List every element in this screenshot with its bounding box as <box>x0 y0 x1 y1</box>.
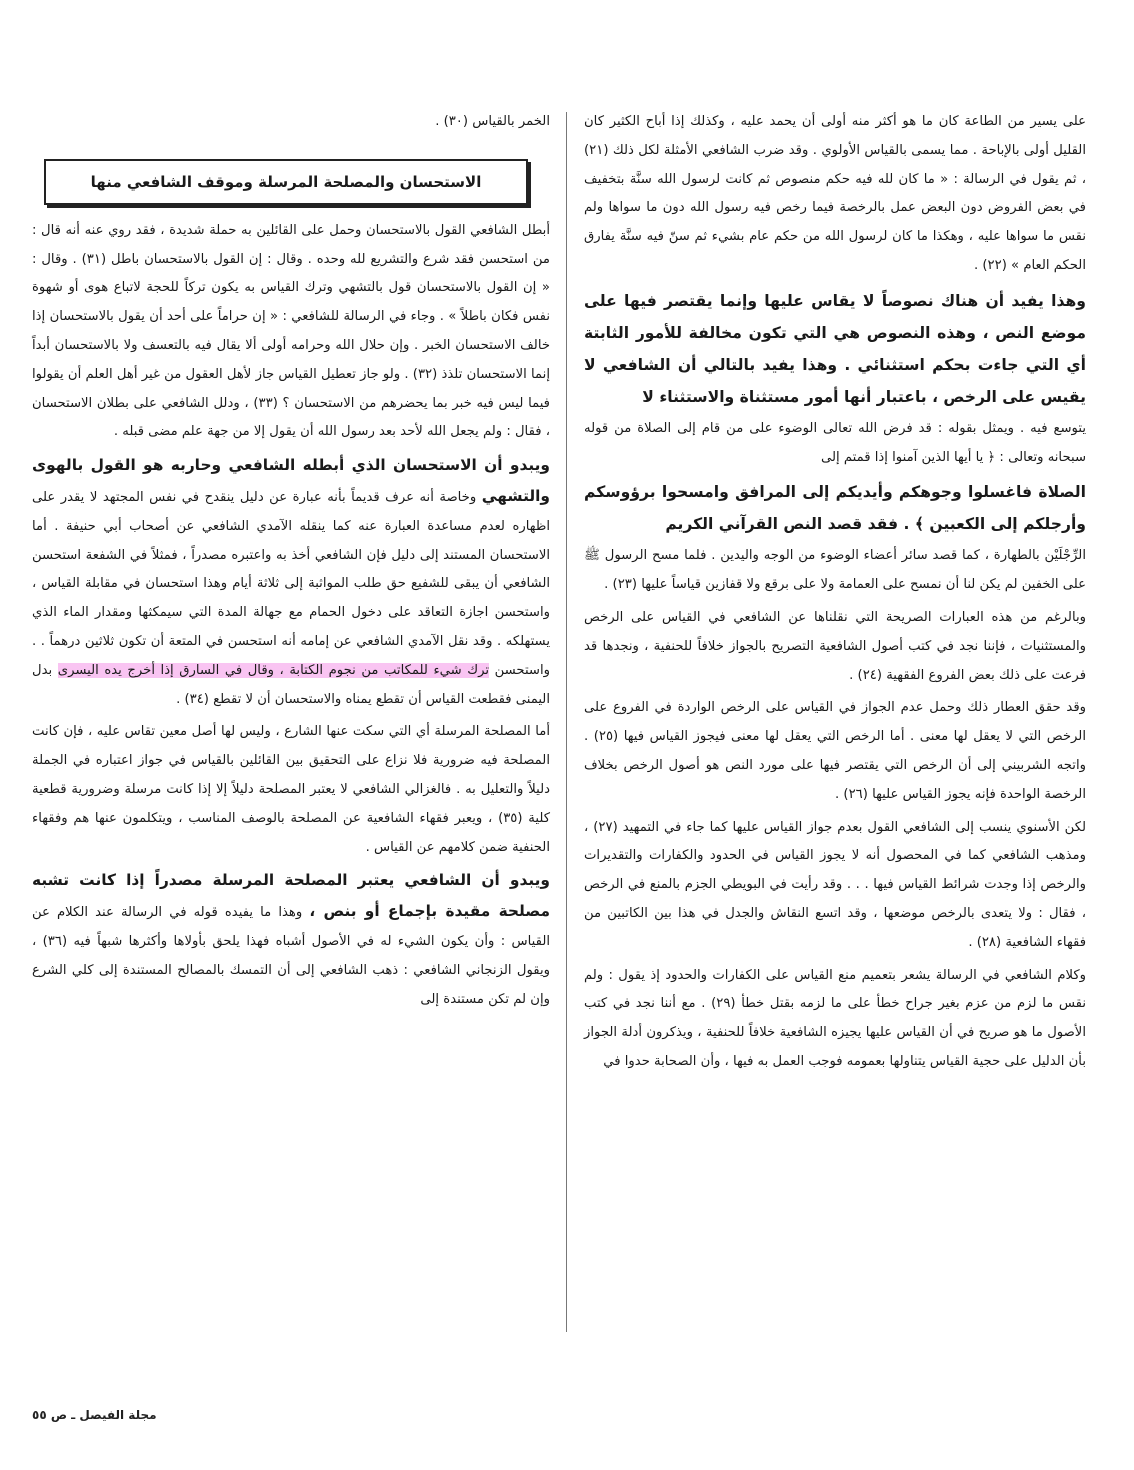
left-paragraph-3: أما المصلحة المرسلة أي التي سكت عنها الشارع ، وليس لها أصل معين تقاس عليه ، فإن كانت المصلحة فيه ضرورية فلا نزاع على التحقيق بين القائلين بالقياس في جواز اعتباره في الجملة دليلاً والتعليل به . فالغزالي الشافعي لا يعتبر المصلحة دليلاً إلا إذا كانت مرسلة وضرورية قطعية كلية (٣٥) ، ويعبر فقهاء الشافعية عن المصلحة بالوصف المناسب ، ويتكلمون عنها هم وفقهاء الحنفية ضمن كلامهم عن القياس . <box>32 724 551 855</box>
left-paragraph-2-text: وخاصة أنه عرف قديماً بأنه عبارة عن دليل ينقدح في نفس المجتهد لا يقدر على اظهاره لعدم مساعدة العبارة عنه كما ينقله الآمدي الشافعي عن أصحاب أبي حنيفة . أما الاستحسان المستند إلى دليل فإن الشافعي أخذ به واعتبره مصدراً ، فمثلاً في الشفعة استحسن الشافعي أن يبقى للشفيع حق طلب المواثبة إلى ثلاثة أيام وهذا استحسان في مقابلة القياس ، واستحسن اجازة التعاقد على دخول الحمام مع جهالة المدة التي سيمكثها ومقدار الماء الذي يستهلكه . وقد نقل الآمدي الشافعي عن إمامه أنه استحسن في المتعة أن تكون ثلاثين درهماً . . واستحسن <box>32 489 551 678</box>
section-title-box: الاستحسان والمصلحة المرسلة وموقف الشافعي منها <box>44 159 528 205</box>
left-top-line: الخمر بالقياس (٣٠) . <box>435 114 550 129</box>
left-paragraph-2-end: بدل اليمنى فقطعت القياس أن تقطع يمناه والاستحسان أن لا تقطع (٣٤) . <box>32 662 550 707</box>
right-paragraph-1: على يسير من الطاعة كان ما هو أكثر منه أولى أن يحمد عليه ، وكذلك إذا أباح الكثير كان القليل أولى بالإباحة . مما يسمى بالقياس الأولوي . وقد ضرب الشافعي الأمثلة لكل ذلك (٢١) ، ثم يقول في الرسالة : « ما كان لله فيه حكم منصوص ثم كانت لرسول الله سنَّة بتخفيف في بعض الفروض دون البعض عمل بالرخصة فيما رخص فيه رسول الله دون ما سواها ولم نقس ما سواها عليه ، وهكذا ما كان لرسول الله من حكم عام بشيء ثم سنّ فيه سنَّة يفارق الحكم العام » (٢٢) . <box>584 114 1086 273</box>
right-paragraph-7: وقد حقق العطار ذلك وحمل عدم الجواز في القياس على الرخص الواردة في الفروع على الرخص التي لا يعقل لها معنى . أما الرخص التي يعقل لها معنى فيجوز القياس فيها (٢٥) . واتجه الشربيني إلى أن الرخص التي يقتصر فيها على مورد النص هو أصول الرخص بخلاف الرخصة الواحدة فإنه يجوز القياس عليها (٢٦) . <box>584 700 1086 802</box>
page-footer: مجلة الفيصل ـ ص ٥٥ <box>32 1408 157 1422</box>
right-paragraph-2: وهذا يفيد أن هناك نصوصاً لا يقاس عليها وإنما يقتصر فيها على موضع النص ، وهذه النصوص هي التي تكون مخالفة للأمور الثابتة أي التي جاءت بحكم استثنائي . وهذا يفيد بالتالي أن الشافعي لا يقيس على الرخص ، باعتبار أنها أمور مستثناة والاستثناء لا <box>584 291 1086 406</box>
right-paragraph-5: الرِّجْلَيْن بالطهارة ، كما قصد سائر أعضاء الوضوء من الوجه واليدين . فلما مسح الرسول ﷺ على الخفين لم يكن لنا أن نمسح على العمامة ولا على برقع ولا قفازين قياساً عليها (٢٣) . <box>584 548 1086 593</box>
left-column <box>32 108 550 1018</box>
right-paragraph-9: وكلام الشافعي في الرسالة يشعر بتعميم منع القياس على الكفارات والحدود إذ يقول : ولم نقس ما لزم من عزم بغير جراح خطأ على ما لزمه بقتل خطأ (٢٩) . مع أننا نجد في كتب الأصول ما هو صريح في أن القياس عليها يجيزه الشافعية خلافاً للحنفية ، ويذكرون أدلة الجواز بأن الدليل على حجية القياس يتناولها بعمومه فوجب العمل به فيها ، وأن الصحابة حدوا في <box>584 967 1086 1069</box>
right-paragraph-6: وبالرغم من هذه العبارات الصريحة التي نقلناها عن الشافعي في القياس على الرخص والمستثنيات ، فإننا نجد في كتب أصول الشافعية التصريح بالجواز خلافاً للحنفية ، ونجدها قد فرعت على ذلك بعض الفروع الفقهية (٢٤) . <box>584 609 1086 683</box>
left-paragraph-2-bold: ويبدو أن الاستحسان الذي أبطله الشافعي وحاربه هو القول بالهوى والتشهي <box>32 456 550 505</box>
right-paragraph-4: الصلاة فاغسلوا وجوهكم وأيديكم إلى المرافق وامسحوا برؤوسكم وأرجلكم إلى الكعبين ﴾ . فقد قصد النص القرآني الكريم <box>584 483 1086 534</box>
column-divider <box>566 112 567 1332</box>
left-paragraph-4-text: وهذا ما يفيده قوله في الرسالة عند الكلام عن القياس : وأن يكون الشيء له في الأصول أشباه فهذا يلحق بأولاها وأكثرها شبهاً فيه (٣٦) ، ويقول الزنجاني الشافعي : ذهب الشافعي إلى أن التمسك بالمصالح المستندة إلى كلي الشرع وإن لم تكن مستندة إلى <box>32 905 550 1007</box>
left-paragraph-4-bold: ويبدو أن الشافعي يعتبر المصلحة المرسلة مصدراً إذا كانت تشبه مصلحة مقيدة بإجماع أو بنص ، <box>32 871 550 921</box>
left-paragraph-2 <box>32 451 550 714</box>
right-column <box>584 108 1086 1081</box>
highlighted-line: ترك شيء للمكاتب من نجوم الكتابة ، وقال في السارق إذا أخرج يده اليسرى <box>57 662 490 678</box>
left-paragraph-1: أبطل الشافعي القول بالاستحسان وحمل على القائلين به حملة شديدة ، فقد روي عنه أنه قال : من استحسن فقد شرع والتشريع لله وحده . وقال : إن القول بالاستحسان باطل (٣١) . وقال : « إن القول بالاستحسان قول بالتشهي وترك القياس به يكون تركاً للحجة لاتباع هوى أو شهوة نفس فكان باطلاً » . وجاء في الرسالة للشافعي : « إن حراماً على أحد أن يقول بالاستحسان إذا خالف الاستحسان الخبر . وإن حلال الله وحرامه أولى ألا يقال فيه بالتعسف ولا بالاستحسان أبداً إنما الاستحسان تلذذ (٣٢) . ولو جاز تعطيل القياس جاز لأهل العقول من غير أهل العلم أن يقولوا فيما ليس فيه خبر بما يحضرهم من الاستحسان ؟ (٣٣) ، ودلل الشافعي على بطلان الاستحسان ، فقال : ولم يجعل الله لأحد بعد رسول الله أن يقول إلا من جهة علم مضى قبله . <box>32 222 550 440</box>
right-paragraph-8: لكن الأسنوي ينسب إلى الشافعي القول بعدم جواز القياس عليها كما جاء في التمهيد (٢٧) ، ومذهب الشافعي كما في المحصول أنه لا يجوز القياس في الحدود والكفارات والتقديرات والرخص إذا وجدت شرائط القياس فيها . . . وقد رأيت في البويطي الجزم بالمنع في الرخص ، فقال : ولا يتعدى بالرخص موضعها ، وقد اتسع النقاش والجدل في هذا بين الكاتبين من فقهاء الشافعية (٢٨) . <box>584 819 1087 950</box>
left-paragraph-4 <box>32 866 550 1014</box>
right-paragraph-3: يتوسع فيه . ويمثل بقوله : قد فرض الله تعالى الوضوء على من قام إلى الصلاة من قوله سبحانه وتعالى : ﴿ يا أيها الذين آمنوا إذا قمتم إلى <box>584 420 1086 465</box>
